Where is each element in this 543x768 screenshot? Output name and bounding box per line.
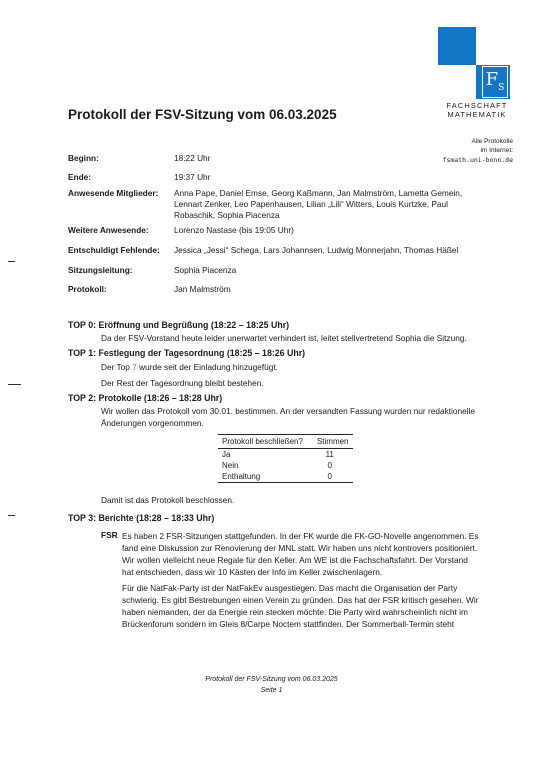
fold-mark bbox=[8, 261, 15, 262]
vote-col-question: Protokoll beschließen? bbox=[218, 435, 307, 449]
top-reference-link[interactable]: 7 bbox=[132, 362, 137, 372]
top2-text: Wir wollen das Protokoll vom 30.01. bestimmen. An der versandten Fassung wurden nur redaktionelle Änderungen vorgenommen. bbox=[101, 406, 476, 428]
vote-option: Nein bbox=[222, 461, 239, 470]
vote-row-abstain bbox=[218, 471, 353, 483]
meta-label: Ende: bbox=[68, 172, 92, 182]
fold-mark bbox=[8, 515, 15, 516]
top1-text2: Der Rest der Tagesordnung bleibt bestehen. bbox=[101, 378, 264, 388]
meta-label: Sitzungsleitung: bbox=[68, 265, 133, 275]
meta-value: 18:22 Uhr bbox=[174, 153, 211, 163]
logo-name-line1: FACHSCHAFT bbox=[446, 101, 508, 110]
top1-heading: TOP 1: Festlegung der Tagesordnung (18:25 – 18:26 Uhr) bbox=[68, 348, 306, 358]
fsr-label: FSR bbox=[101, 530, 118, 540]
document-title: Protokoll der FSV-Sitzung vom 06.03.2025 bbox=[68, 107, 337, 122]
logo-name-line2: MATHEMATIK bbox=[447, 110, 507, 119]
meta-value: Sophia Piacenza bbox=[174, 265, 237, 275]
vote-option: Enthaltung bbox=[218, 471, 307, 483]
vote-count: 0 bbox=[327, 461, 332, 470]
vote-option: Ja bbox=[222, 450, 231, 459]
vote-count: 11 bbox=[325, 450, 334, 459]
vote-table bbox=[218, 434, 353, 483]
punch-mark bbox=[8, 384, 21, 385]
meta-label: Beginn: bbox=[68, 153, 99, 163]
meta-value: Jan Malmström bbox=[174, 284, 231, 294]
logo-block-large bbox=[438, 27, 476, 65]
meta-label: Protokoll: bbox=[68, 284, 107, 294]
top0-heading: TOP 0: Eröffnung und Begrüßung (18:22 – 18:25 Uhr) bbox=[68, 320, 290, 330]
side-note-line2: im Internet: bbox=[480, 147, 513, 154]
meta-value: Anna Pape, Daniel Emse, Georg Kaßmann, Jan Malmström, Lametta Gemein, Lennart Zenker, Leo Papenhausen, Lilian „Lili“ Witters, Louis Kurtzke, Paul Robaschik, Sophia Piacenza bbox=[174, 188, 463, 220]
fsr-report-paragraph1: Es haben 2 FSR-Sitzungen stattgefunden. In der FK wurde die FK-GO-Novelle angenommen. Es fand eine Diskussion zur Renovierung der MNL statt. Wir haben uns nicht kontrovers positioniert. Wir wollen vielleicht neue Regale für den Keller. Am WE ist die Fachschaftsfahrt. Der Vorstand hat entschieden, dass wir 10 Kästen der Info im Keller zwischenlagern. bbox=[122, 531, 479, 577]
protocol-url[interactable]: fsmath.uni-bonn.de bbox=[442, 156, 513, 164]
meta-value: Jessica „Jessi“ Schega, Lars Johannsen, Ludwig Monnerjahn, Thomas Häßel bbox=[174, 245, 459, 255]
logo-letter: $F_S$ bbox=[482, 66, 508, 98]
vote-col-votes: Stimmen bbox=[307, 435, 353, 449]
top2-conclusion: Damit ist das Protokoll beschlossen. bbox=[101, 495, 235, 505]
side-note-line1: Alle Protokolle bbox=[471, 138, 513, 145]
top1-text-pre: Der Top bbox=[101, 362, 133, 372]
vote-row-no bbox=[218, 460, 353, 471]
vote-table-header bbox=[218, 435, 353, 449]
top0-text: Da der FSV-Vorstand heute leider unerwartet verhindert ist, leitet stellvertretend Sophia die Sitzung. bbox=[101, 333, 467, 343]
top3-heading: TOP 3: Berichte (18:28 – 18:33 Uhr) bbox=[68, 513, 215, 523]
top1-text-post: wurde seit der Einladung hinzugefügt. bbox=[136, 362, 278, 372]
meta-label: Entschuldigt Fehlende: bbox=[68, 245, 160, 255]
vote-count: 0 bbox=[307, 471, 353, 483]
top2-heading: TOP 2: Protokolle (18:26 – 18:28 Uhr) bbox=[68, 393, 223, 403]
meta-label: Anwesende Mitglieder: bbox=[68, 188, 159, 198]
meta-value: 19:37 Uhr bbox=[174, 172, 211, 182]
fsr-report-paragraph2: Für die NatFak-Party ist der NatFakEv ausgestiegen. Das macht die Organisation der Party schwierig. Es gibt Bestrebungen einen Verein zu gründen. Das hat der FSR kritisch gesehen. Wir haben niemanden, der da Energie rein stecken möchte. Die Party wird wahrscheinlich nicht im Brückenforum sondern im Gleis 8/Carpe Noctem stattfinden. Der Sommerball-Termin steht bbox=[122, 583, 479, 629]
footer-title: Protokoll der FSV-Sitzung vom 06.03.2025 bbox=[205, 676, 338, 683]
top1-text bbox=[101, 361, 501, 373]
vote-row-yes bbox=[218, 449, 353, 461]
footer-page-number: Seite 1 bbox=[260, 687, 283, 694]
meta-label: Weitere Anwesende: bbox=[68, 225, 149, 235]
meta-value: Lorenzo Nastase (bis 19:05 Uhr) bbox=[174, 225, 294, 235]
